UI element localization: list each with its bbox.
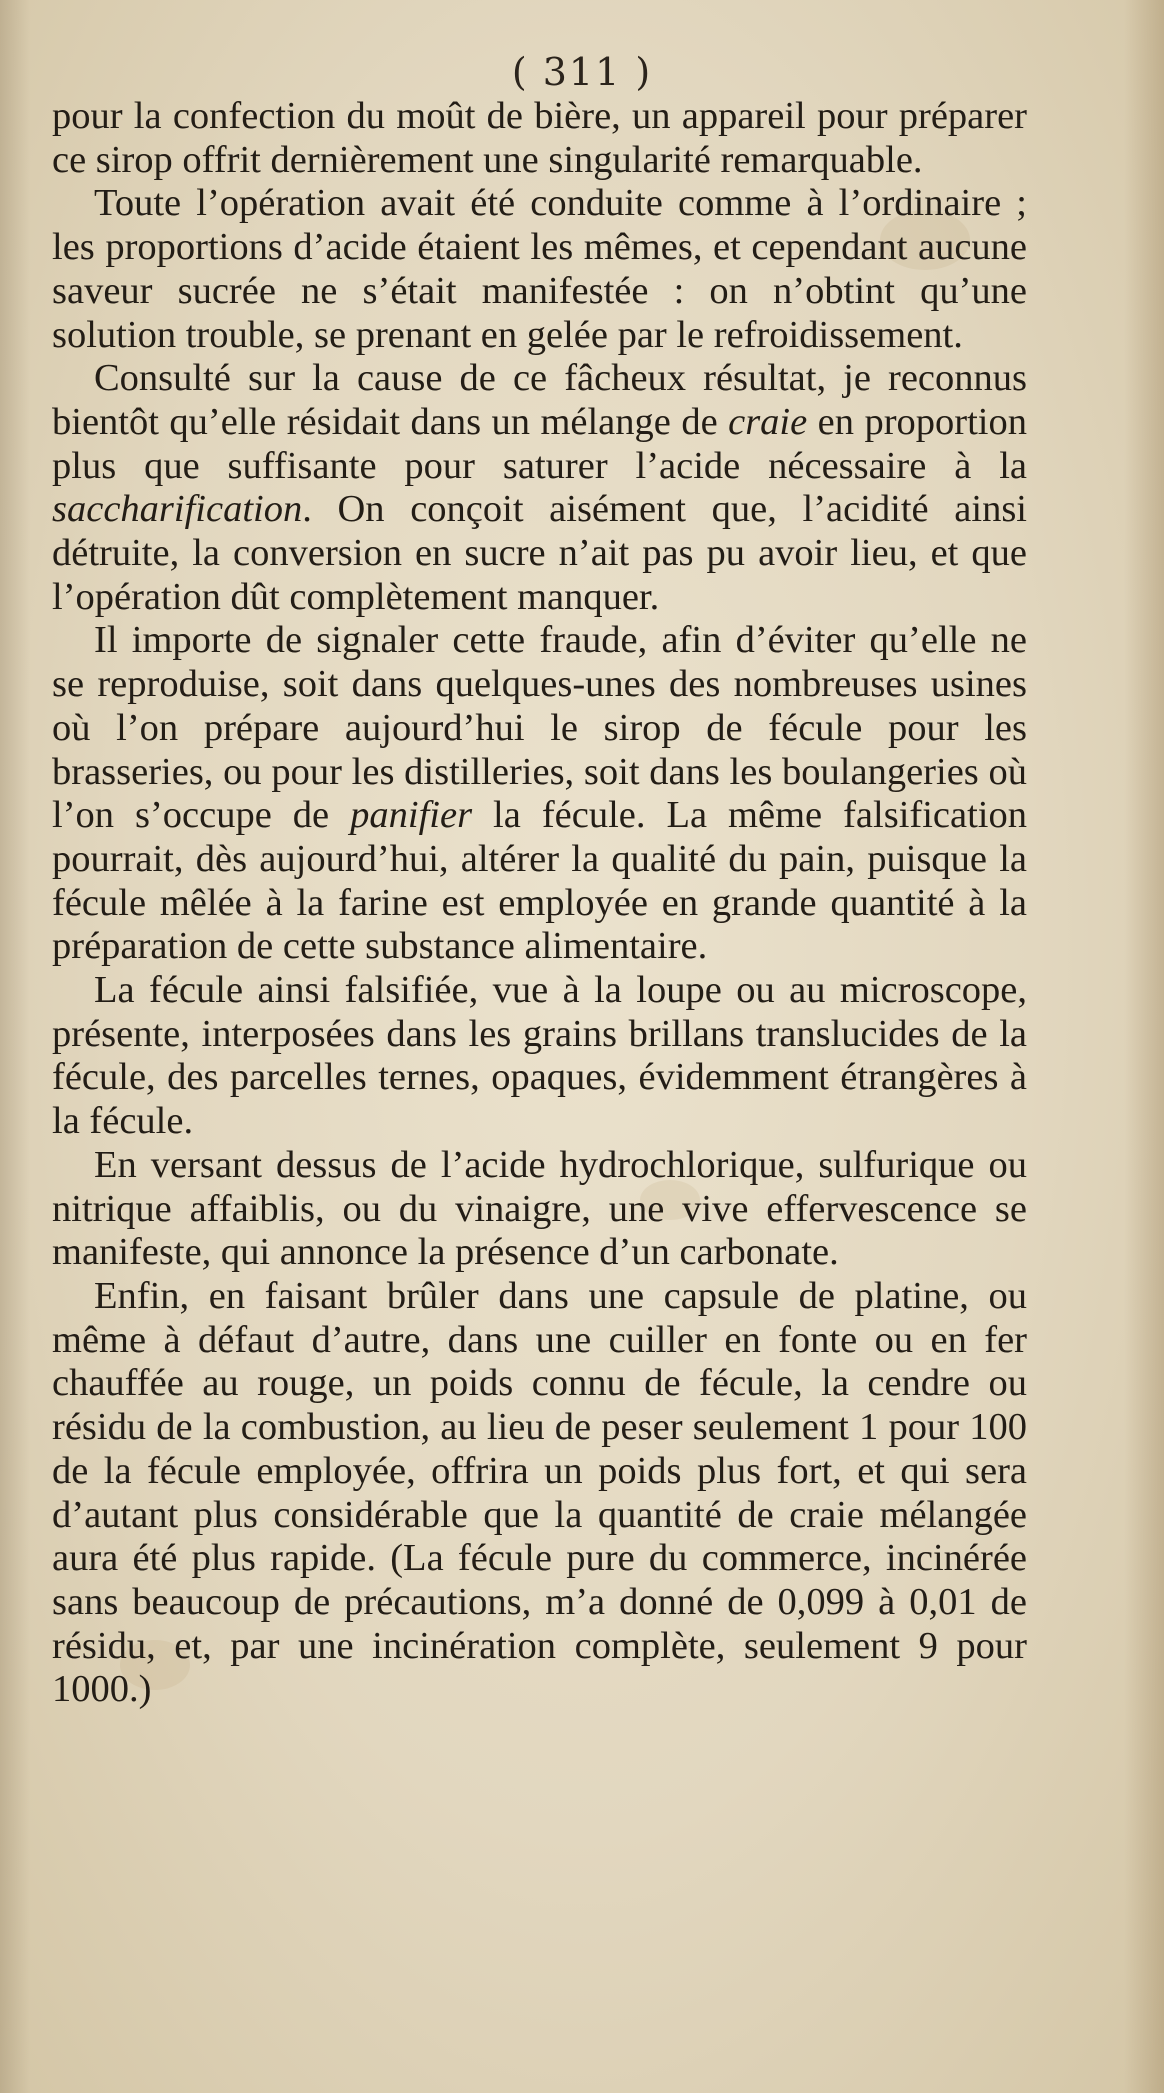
italic-term: panifier	[350, 794, 473, 837]
text-run: Toute l’opération avait été conduite comme à l’ordinaire ; les proportions d’acide étaient les mêmes, et cependant aucune saveur sucrée ne s’était manifestée : on n’obtint qu’une solution trouble, se prenant en gelée par le refroidissement.	[52, 182, 1027, 356]
text-run: La fécule ainsi falsifiée, vue à la loupe ou au microscope, présente, interposées dans les grains brillans translucides de la fécule, des parcelles ternes, opaques, évidemment étrangères à la fécule.	[52, 969, 1027, 1143]
text-run: en proportion plus que suffisante pour saturer l’acide nécessaire à la	[52, 400, 1027, 487]
page-edge-shadow	[1124, 0, 1164, 2093]
text-run: pour la confection du moût de bière, un appareil pour préparer ce sirop offrit dernièrement une singularité remarquable.	[52, 95, 1027, 181]
italic-term: saccharification	[52, 488, 303, 531]
paragraph	[52, 182, 1027, 357]
paragraph	[52, 619, 1027, 969]
text-run: Consulté sur la cause de ce fâcheux résultat, je reconnus bientôt qu’elle résidait dans un mélange de	[52, 357, 1027, 443]
body-text	[52, 95, 1027, 1712]
italic-term: craie	[728, 400, 808, 443]
paragraph	[52, 357, 1027, 619]
paragraph-continuation	[52, 95, 1027, 182]
text-run: . On conçoit aisément que, l’acidité ainsi détruite, la conversion en sucre n’ait pas pu avoir lieu, et que l’opération dût complètement manquer.	[52, 488, 1027, 618]
paragraph	[52, 1144, 1027, 1275]
text-run: Il importe de signaler cette fraude, afin d’éviter qu’elle ne se reproduise, soit dans quelques-unes des nombreuses usines où l’on prépare aujourd’hui le sirop de fécule pour les brasseries, ou pour les distilleries, soit dans les boulangeries où l’on s’occupe de	[52, 619, 1027, 837]
page-gutter-shadow	[0, 0, 30, 2093]
text-run: la fécule. La même falsification pourrait, dès aujourd’hui, altérer la qualité du pain, puisque la fécule mêlée à la farine est employée en grande quantité à la préparation de cette substance alimentaire.	[52, 794, 1027, 968]
paragraph	[52, 1275, 1027, 1712]
paragraph	[52, 969, 1027, 1144]
page-number: ( 311 )	[511, 50, 653, 94]
text-run: En versant dessus de l’acide hydrochlorique, sulfurique ou nitrique affaiblis, ou du vinaigre, une vive effervescence se manifeste, qui annonce la présence d’un carbonate.	[52, 1143, 1027, 1274]
text-run: Enfin, en faisant brûler dans une capsule de platine, ou même à défaut d’autre, dans une cuiller en fonte ou en fer chauffée au rouge, un poids connu de fécule, la cendre ou résidu de la combustion, au lieu de peser seulement 1 pour 100 de la fécule employée, offrira un poids plus fort, et qui sera d’autant plus considérable que la quantité de craie mélangée aura été plus rapide. (La fécule pure du commerce, incinérée sans beaucoup de précautions, m’a donné de 0,099 à 0,01 de résidu, et, par une incinération complète, seulement 9 pour 1000.)	[52, 1274, 1027, 1711]
